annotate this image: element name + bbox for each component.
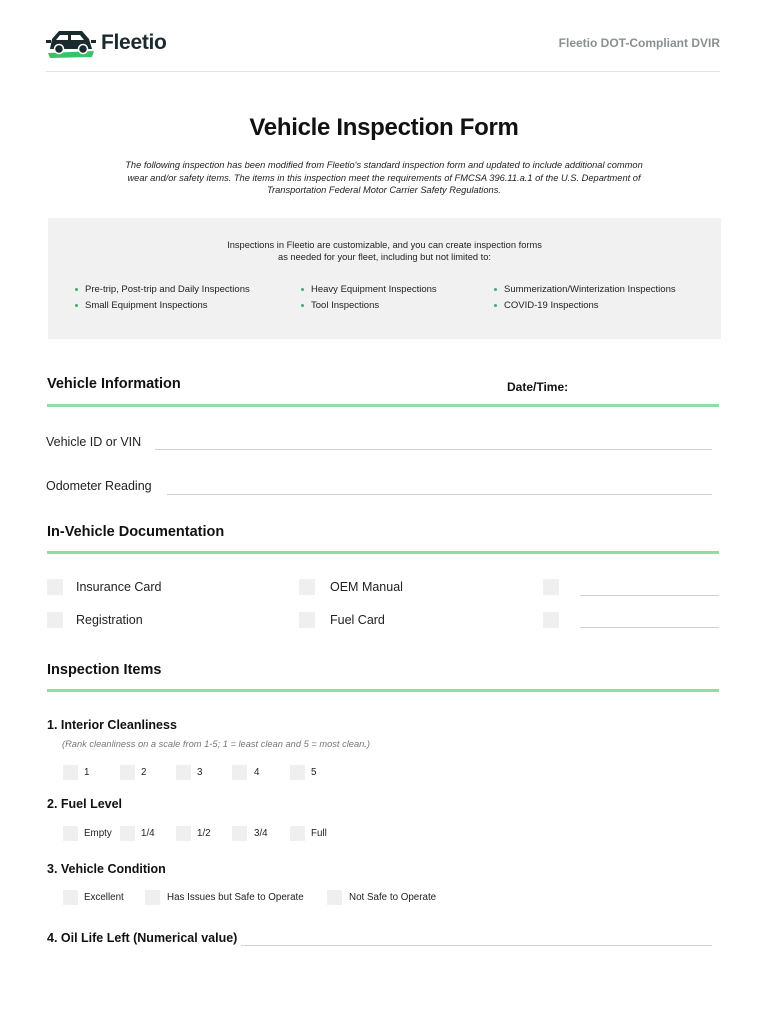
- cleanliness-option-3-checkbox[interactable]: [176, 765, 191, 780]
- insurance-card-checkbox[interactable]: [47, 579, 63, 595]
- odometer-label: Odometer Reading: [46, 479, 152, 493]
- option-label: 2: [141, 767, 147, 778]
- other-doc-checkbox-2[interactable]: [543, 612, 559, 628]
- condition-not-safe-checkbox[interactable]: [327, 890, 342, 905]
- page-title: Vehicle Inspection Form: [249, 114, 519, 141]
- item-oil-life-left: 4. Oil Life Left (Numerical value): [47, 931, 238, 945]
- list-item: Pre-trip, Post-trip and Daily Inspections: [75, 282, 250, 298]
- option-label: 4: [254, 767, 260, 778]
- insurance-card-label: Insurance Card: [76, 580, 162, 594]
- bullet-list-col3: [494, 282, 676, 313]
- section-title-inspection-items: Inspection Items: [47, 662, 162, 678]
- brand-name: Fleetio: [101, 31, 167, 54]
- option-label: Empty: [84, 828, 112, 839]
- fuel-card-label: Fuel Card: [330, 613, 385, 627]
- odometer-input-line[interactable]: [167, 494, 712, 495]
- fleetio-logo: [46, 26, 167, 60]
- other-doc-input-line-2[interactable]: [580, 627, 719, 628]
- fuel-empty-checkbox[interactable]: [63, 826, 78, 841]
- oil-life-input-line[interactable]: [241, 945, 712, 946]
- fuel-card-checkbox[interactable]: [299, 612, 315, 628]
- item-fuel-level: 2. Fuel Level: [47, 797, 123, 811]
- option-label: 3/4: [254, 828, 268, 839]
- section-divider: [47, 404, 719, 407]
- header-document-label: Fleetio DOT-Compliant DVIR: [558, 36, 720, 50]
- cleanliness-option-2-checkbox[interactable]: [120, 765, 135, 780]
- car-logo-icon: [46, 27, 96, 59]
- section-divider: [47, 551, 719, 554]
- info-heading-line2: as needed for your fleet, including but not limited to:: [278, 252, 491, 262]
- fuel-full-checkbox[interactable]: [290, 826, 305, 841]
- info-box: [48, 218, 721, 339]
- condition-excellent-checkbox[interactable]: [63, 890, 78, 905]
- list-item: Summerization/Winterization Inspections: [494, 282, 676, 298]
- info-box-heading: [48, 239, 721, 263]
- cleanliness-option-4-checkbox[interactable]: [232, 765, 247, 780]
- vin-label: Vehicle ID or VIN: [46, 435, 142, 449]
- section-divider: [47, 689, 719, 692]
- fuel-quarter-checkbox[interactable]: [120, 826, 135, 841]
- option-label: 5: [311, 767, 317, 778]
- section-title-documentation: In-Vehicle Documentation: [47, 524, 225, 540]
- item-vehicle-condition: 3. Vehicle Condition: [47, 862, 166, 876]
- option-label: Full: [311, 828, 327, 839]
- item-note: (Rank cleanliness on a scale from 1-5; 1 = least clean and 5 = most clean.): [62, 739, 370, 749]
- registration-label: Registration: [76, 613, 143, 627]
- registration-checkbox[interactable]: [47, 612, 63, 628]
- datetime-label: Date/Time:: [507, 380, 569, 394]
- intro-text: The following inspection has been modified from Fleetio's standard inspection form and updated to include additional common wear and/or safety items. The items in this inspection meet the requirements of FMCSA 396.11.a.1 of the U.S. Department of Transportation Federal Motor Carrier Safety Regulations.: [125, 160, 643, 195]
- option-label: Has Issues but Safe to Operate: [167, 892, 304, 903]
- info-heading-line1: Inspections in Fleetio are customizable, and you can create inspection forms: [227, 240, 542, 250]
- page-header: [46, 26, 720, 72]
- option-label: 1/2: [197, 828, 211, 839]
- cleanliness-option-5-checkbox[interactable]: [290, 765, 305, 780]
- list-item: Heavy Equipment Inspections: [301, 282, 437, 298]
- bullet-list-col1: [75, 282, 250, 313]
- list-item: COVID-19 Inspections: [494, 298, 676, 314]
- option-label: 1: [84, 767, 90, 778]
- option-label: 3: [197, 767, 203, 778]
- option-label: Not Safe to Operate: [349, 892, 437, 903]
- oem-manual-checkbox[interactable]: [299, 579, 315, 595]
- other-doc-input-line[interactable]: [580, 595, 719, 596]
- vin-input-line[interactable]: [155, 449, 712, 450]
- oem-manual-label: OEM Manual: [330, 580, 403, 594]
- bullet-list-col2: [301, 282, 437, 313]
- fuel-three-quarter-checkbox[interactable]: [232, 826, 247, 841]
- other-doc-checkbox[interactable]: [543, 579, 559, 595]
- list-item: Small Equipment Inspections: [75, 298, 250, 314]
- list-item: Tool Inspections: [301, 298, 437, 314]
- cleanliness-option-1-checkbox[interactable]: [63, 765, 78, 780]
- item-interior-cleanliness: 1. Interior Cleanliness: [47, 718, 177, 732]
- fuel-half-checkbox[interactable]: [176, 826, 191, 841]
- condition-has-issues-checkbox[interactable]: [145, 890, 160, 905]
- option-label: Excellent: [84, 892, 124, 903]
- option-label: 1/4: [141, 828, 155, 839]
- section-title-vehicle-information: Vehicle Information: [47, 376, 181, 392]
